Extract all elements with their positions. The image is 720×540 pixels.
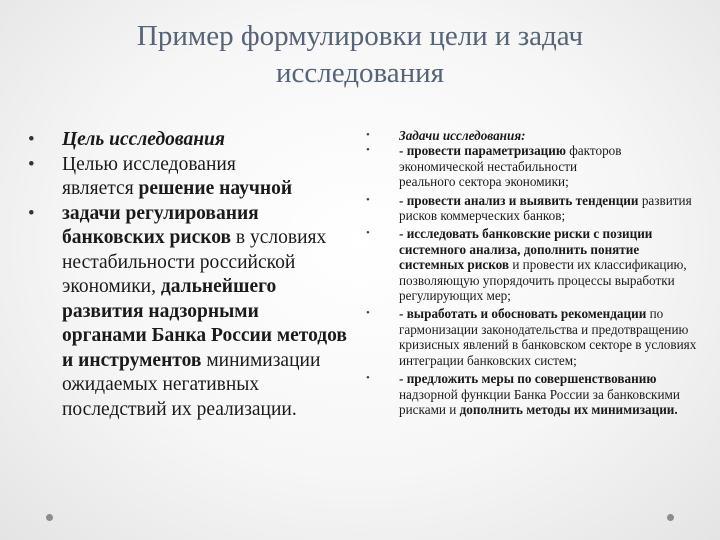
task-5-b: надзорной функции Банка России за банковскими рисками и <box>399 386 680 417</box>
bullet-icon: • <box>366 227 370 240</box>
task-3 <box>366 226 706 303</box>
task-3-b: и провести их классификацию, позволяющую упорядочить процессы выработки регулирующих мер; <box>399 257 687 304</box>
task-5 <box>366 371 706 417</box>
tasks-heading: Задачи исследования: <box>399 128 526 143</box>
task-4 <box>366 306 706 368</box>
slide-title-line-2: исследования <box>275 57 445 89</box>
task-1-b: факторов экономической нестабильности <box>399 143 622 174</box>
bullet-icon: • <box>366 129 370 141</box>
decorative-dot-right <box>667 514 674 521</box>
task-4-b: по гармонизации законодательства и предотвращению кризисных явлений в банковском секторе в условиях интеграции банковских систем; <box>399 306 697 368</box>
goal-task-a: задачи регулирования банковских рисков <box>62 202 259 248</box>
decorative-dot-left <box>46 514 53 521</box>
bullet-icon: • <box>28 153 35 175</box>
goal-task-d: минимизации ожидаемых негативных последствий их реализации. <box>62 349 321 420</box>
bullet-icon: • <box>366 193 370 206</box>
task-1-c: реального сектора экономики; <box>399 174 569 190</box>
task-1 <box>366 143 706 189</box>
goal-text-a: Целью исследования <box>62 153 236 175</box>
left-item-goal-heading <box>28 128 348 153</box>
task-5-a: - предложить меры по совершенствованию <box>399 371 657 387</box>
left-column <box>28 128 348 422</box>
slide-title-line-1: Пример формулировки цели и задач <box>136 20 584 52</box>
tasks-heading-item <box>366 128 706 143</box>
task-3-a: - исследовать банковские риски с позиции системного анализа, дополнить понятие системных рисков <box>399 226 653 273</box>
goal-heading: Цель исследования <box>62 129 225 150</box>
task-5-c: дополнить методы их минимизации. <box>459 401 678 417</box>
bullet-icon: • <box>28 202 35 224</box>
slide-title <box>40 18 680 92</box>
goal-task-c: дальнейшего развития надзорными органами Банка России методов и инструментов <box>62 276 347 371</box>
task-2-a: - провести анализ и выявить тенденции <box>399 192 639 208</box>
bullet-icon: • <box>366 372 370 385</box>
bullet-icon: • <box>28 129 35 150</box>
task-4-a: - выработать и обосновать рекомендации <box>399 306 647 322</box>
task-2-b: развития рисков коммерческих банков; <box>399 192 692 224</box>
task-2 <box>366 193 706 224</box>
goal-text-b: является <box>62 178 139 199</box>
right-column <box>366 128 706 417</box>
goal-text-c: решение научной <box>138 178 293 199</box>
goal-task-b: в условиях нестабильности российской экономики, <box>62 227 327 297</box>
bullet-icon: • <box>366 307 370 320</box>
task-1-a: - провести параметризацию <box>399 143 566 159</box>
left-item-goal-task <box>28 202 348 423</box>
left-item-goal-text <box>28 153 348 202</box>
bullet-icon: • <box>366 144 370 157</box>
